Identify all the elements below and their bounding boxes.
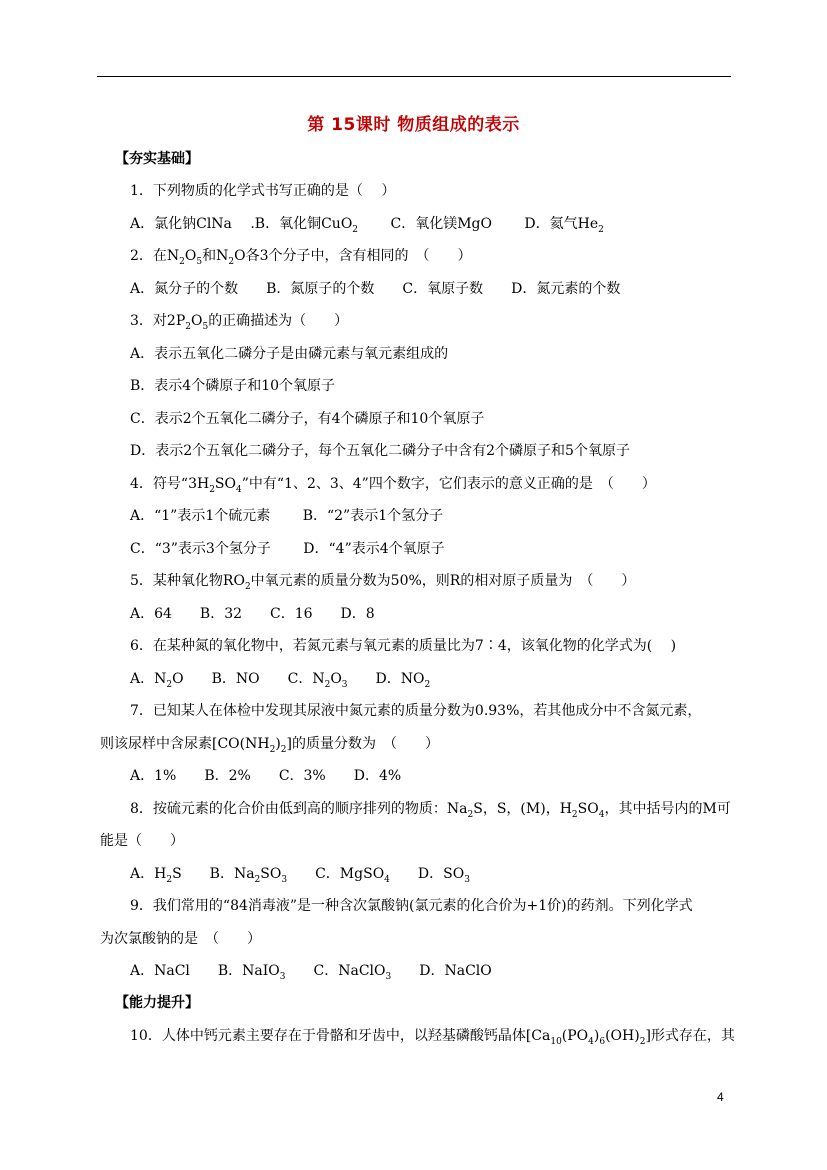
page-title: 第 15课时 物质组成的表示: [307, 115, 520, 135]
header-rule: [97, 76, 731, 77]
question-line: C．“3”表示3个氢分子 D．“4”表示4个氧原子: [130, 541, 445, 557]
question-line: A．$N_2O$ B．NO C．$N_2O_3$ D．$NO_2$: [130, 671, 431, 690]
question-line: 7．已知某人在体检中发现其尿液中氮元素的质量分数为0.93%，若其他成分中不含氮元素，: [130, 703, 702, 719]
question-line: A．NaCl B．NaIO$_3$ C．NaClO$_3$ D．NaClO: [130, 963, 492, 982]
question-line: 10．人体中钙元素主要存在于骨骼和牙齿中，以羟基磷酸钙晶体$[Ca_{10}(PO_4)_6(OH)_2]$形式存在，其: [130, 1028, 735, 1047]
question-line: A．表示五氧化二磷分子是由磷元素与氧元素组成的: [130, 346, 449, 362]
question-line: 则该尿样中含尿素$[CO(NH_2)_2]$的质量分数为 （ ）: [100, 736, 439, 755]
question-line: A．64 B．32 C．16 D．8: [130, 606, 375, 622]
question-line: A．氯化钠ClNa .B．氧化铜CuO$_2$ C．氧化镁MgO D．氦气$He_2$: [130, 216, 604, 235]
question-line: C．表示2个五氧化二磷分子，有4个磷原子和10个氧原子: [130, 411, 485, 427]
question-line: 8．按硫元素的化合价由低到高的顺序排列的物质：$Na_2S$，S，(M)，$H_2SO_4$，其中括号内的M可: [130, 801, 731, 820]
question-line: 为次氯酸钠的是 （ ）: [100, 931, 261, 947]
question-line: 5．某种氧化物$RO_2$中氧元素的质量分数为50%，则R的相对原子质量为 （ ）: [130, 573, 636, 592]
question-line: A．1% B．2% C．3% D．4%: [130, 768, 402, 784]
question-line: B．表示4个磷原子和10个氧原子: [130, 378, 336, 394]
question-line: A．“1”表示1个硫元素 B．“2”表示1个氢分子: [130, 508, 444, 524]
question-line: 能是（ ）: [100, 833, 184, 849]
question-line: 4．符号“$3H_2SO_4$”中有“1、2、3、4”四个数字，它们表示的意义正确的是 （ ）: [130, 476, 656, 495]
question-line: A．$H_2S$ B．$Na_2SO_3$ C．MgSO$_4$ D．$SO_3$: [130, 866, 470, 885]
question-line: 6．在某种氮的氧化物中，若氮元素与氧元素的质量比为7∶4，该氧化物的化学式为( ): [130, 638, 677, 654]
question-line: 9．我们常用的“84消毒液”是一种含次氯酸钠(氯元素的化合价为+1价)的药剂。下列化学式: [130, 898, 693, 914]
section-heading-advanced: 【能力提升】: [115, 995, 199, 1011]
page-number: 4: [717, 1090, 724, 1104]
question-line: 1．下列物质的化学式书写正确的是（ ）: [130, 183, 396, 199]
question-line: 3．对$2P_2O_5$的正确描述为（ ）: [130, 313, 349, 332]
question-line: A．氮分子的个数 B．氮原子的个数 C．氧原子数 D．氮元素的个数: [130, 281, 621, 297]
question-line: D．表示2个五氧化二磷分子，每个五氧化二磷分子中含有2个磷原子和5个氧原子: [130, 443, 630, 459]
section-heading-basic: 【夯实基础】: [115, 151, 199, 167]
question-line: 2．在$N_2O_5$和$N_2O$各3个分子中，含有相同的 （ ）: [130, 248, 472, 267]
